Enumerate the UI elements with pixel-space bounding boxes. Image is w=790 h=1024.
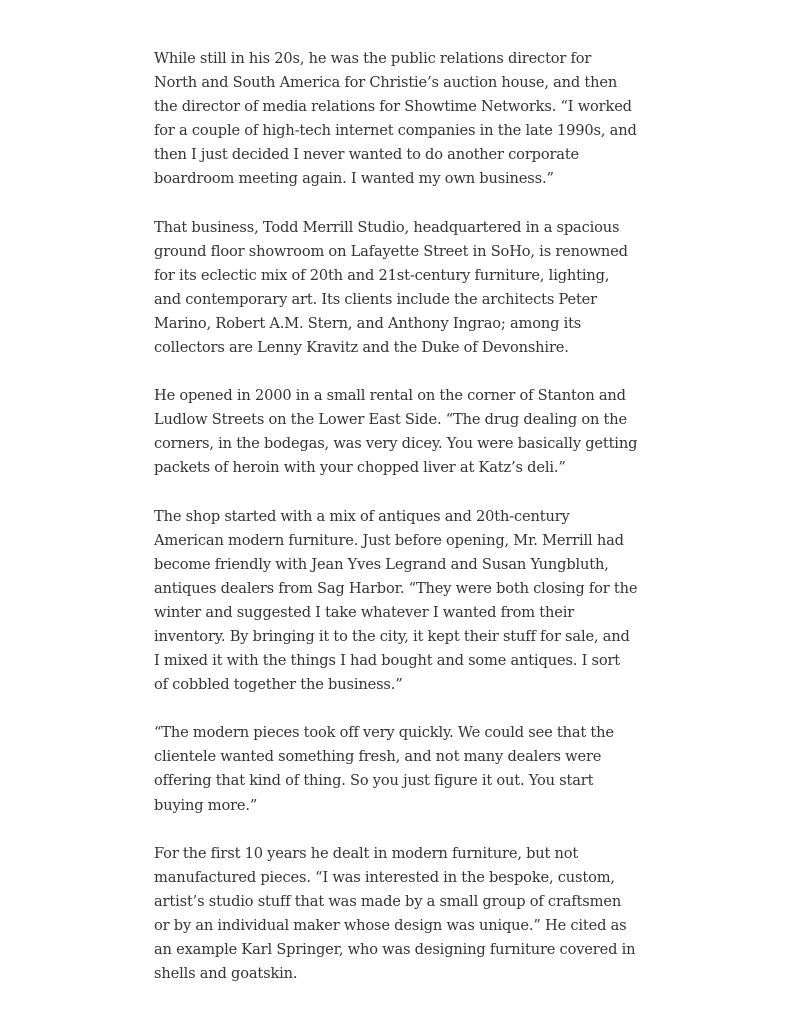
article-paragraph: For the first 10 years he dealt in modern furniture, but not manufactured pieces. “I was interested in the bespoke, custom, artist’s studio stuff that was made by a small group of craftsmen or by an individual maker whose design was unique.” He cited as an example Karl Springer, who was designing furniture covered in shells and goatskin. [154,844,636,983]
article-paragraph: He opened in 2000 in a small rental on the corner of Stanton and Ludlow Streets on the Lower East Side. “The drug dealing on the corners, in the bodegas, was very dicey. You were basically getting packets of heroin with your chopped liver at Katz’s deli.” [154,387,638,477]
article-body [154,47,638,1010]
article-paragraph: The shop started with a mix of antiques and 20th-century American modern furniture. Just before opening, Mr. Merrill had become friendly with Jean Yves Legrand and Susan Yungbluth, antiques dealers from Sag Harbor. “They were both closing for the winter and suggested I take whatever I wanted from their inventory. By bringing it to the city, it kept their stuff for sale, and I mixed it with the things I had bought and some antiques. I sort of cobbled together the business.” [154,507,638,694]
article-paragraph: “The modern pieces took off very quickly. We could see that the clientele wanted something fresh, and not many dealers were offering that kind of thing. So you just figure it out. You start buying more.” [154,724,614,814]
article-paragraph: While still in his 20s, he was the public relations director for North and South America for Christie’s auction house, and then the director of media relations for Showtime Networks. “I worked for a couple of high-tech internet companies in the late 1990s, and then I just decided I never wanted to do another corporate boardroom meeting again. I wanted my own business.” [154,50,637,188]
article-paragraph: That business, Todd Merrill Studio, headquartered in a spacious ground floor showroom on Lafayette Street in SoHo, is renowned for its eclectic mix of 20th and 21st-century furniture, lighting, and contemporary art. Its clients include the architects Peter Marino, Robert A.M. Stern, and Anthony Ingrao; among its collectors are Lenny Kravitz and the Duke of Devonshire. [154,218,628,357]
